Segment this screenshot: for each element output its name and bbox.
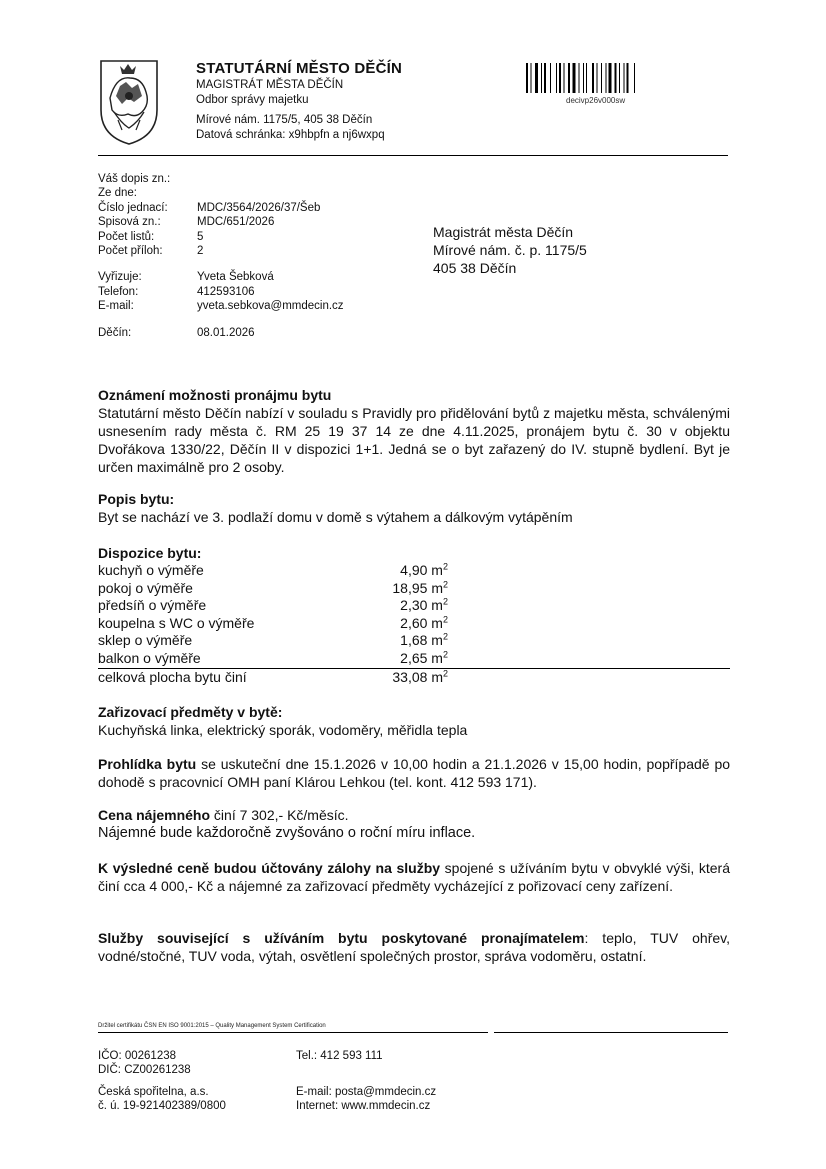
room-name: balkon o výměře bbox=[98, 649, 201, 666]
data-box: Datová schránka: x9hbpfn a nj6wxpq bbox=[196, 129, 385, 141]
room-row bbox=[98, 580, 730, 598]
room-name: koupelna s WC o výměře bbox=[98, 614, 255, 631]
contact-label: E-mail: bbox=[98, 300, 134, 313]
barcode-bar bbox=[531, 63, 532, 93]
meta-value: 5 bbox=[197, 230, 204, 243]
total-row bbox=[98, 669, 730, 687]
contact-label: Telefon: bbox=[98, 285, 139, 298]
room-name: předsíň o výměře bbox=[98, 597, 207, 613]
meta-label: Ze dne: bbox=[98, 187, 137, 200]
room-row bbox=[98, 650, 730, 668]
total-area: 33,08 $m^2$ bbox=[392, 668, 448, 685]
viewing-text: se uskuteční dne 15.1.2026 v 10,00 hodin a 21.1.2026 v 15,00 hodin, popřípadě po dohodě s pracovnicí OMH paní Klárou Lehkou (tel. kont. 412 593 171). bbox=[98, 756, 731, 790]
contact-row bbox=[98, 270, 344, 284]
meta-row bbox=[98, 201, 344, 215]
barcode-text: decivp26v000sw bbox=[566, 96, 626, 105]
barcode-bar bbox=[544, 63, 546, 93]
deposits-paragraph bbox=[98, 859, 730, 895]
footer-contact bbox=[296, 1085, 436, 1113]
barcode-bar bbox=[579, 63, 580, 93]
services-paragraph bbox=[98, 929, 730, 965]
barcode-bar bbox=[601, 63, 602, 93]
room-row bbox=[98, 562, 730, 580]
equipment-text: Kuchyňská linka, elektrický sporák, vodoměry, měřidla tepla bbox=[98, 722, 468, 738]
viewing-paragraph bbox=[98, 755, 730, 791]
barcode bbox=[526, 63, 668, 93]
notice-text: Statutární město Děčín nabízí v souladu s Pravidly pro přidělování bytů z majetku města, schválenými usnesením rady města č. RM 25 19 37 14 ze dne 4.11.2025, pronájem bytu č. 30 v objektu Dvořákova 1330/22, Děčín II v dispozici 1+1. Jedná se o byt zařazený do IV. stupně bydlení. Byt je určen maximálně pro 2 osoby. bbox=[98, 405, 730, 475]
footer-ids bbox=[98, 1049, 191, 1077]
services-text: : teplo, TUV ohřev, vodné/stočné, TUV voda, výtah, osvětlení společných prostor, správa vodoměru, ostatní. bbox=[98, 930, 730, 964]
recipient-line: Mírové nám. č. p. 1175/5 bbox=[433, 242, 587, 258]
room-name: pokoj o výměře bbox=[98, 579, 193, 596]
recipient-address bbox=[433, 223, 587, 277]
meta-row bbox=[98, 230, 344, 244]
meta-label: Spisová zn.: bbox=[98, 216, 161, 229]
header-divider bbox=[98, 155, 728, 156]
barcode-bar bbox=[619, 63, 620, 93]
meta-value: 2 bbox=[197, 245, 204, 258]
meta-row bbox=[98, 186, 344, 200]
footer-web: Internet: www.mmdecin.cz bbox=[296, 1100, 431, 1112]
meta-label: Počet příloh: bbox=[98, 245, 163, 258]
room-area: 18,95 $m^2$ bbox=[392, 578, 448, 596]
barcode-bar bbox=[556, 63, 557, 93]
barcode-bar bbox=[541, 63, 542, 93]
certificate-note: Držitel certifikátu ČSN EN ISO 9001:2015 – Quality Management System Certification bbox=[98, 1023, 326, 1029]
meta-value: MDC/3564/2026/37/Šeb bbox=[197, 201, 321, 214]
apartment-layout bbox=[98, 545, 730, 687]
viewing-bold: Prohlídka bytu bbox=[98, 756, 197, 772]
deposits-bold: K výsledné ceně budou účtovány zálohy na služby bbox=[98, 860, 441, 876]
meta-row bbox=[98, 215, 344, 229]
notice-heading: Oznámení možnosti pronájmu bytu bbox=[98, 387, 332, 403]
bank-name: Česká spořitelna, a.s. bbox=[98, 1086, 209, 1098]
barcode-bar bbox=[606, 63, 607, 93]
room-area: 2,30 $m^2$ bbox=[400, 596, 448, 613]
total-label: celková plocha bytu činí bbox=[98, 669, 247, 685]
rent-paragraph bbox=[98, 806, 730, 824]
barcode-bar bbox=[573, 63, 576, 93]
meta-value: MDC/651/2026 bbox=[197, 216, 275, 229]
barcode-bar bbox=[597, 63, 598, 93]
room-row bbox=[98, 632, 730, 650]
contact-value: Yveta Šebková bbox=[197, 271, 274, 284]
room-name: sklep o výměře bbox=[98, 632, 193, 648]
date-value: 08.01.2026 bbox=[197, 326, 255, 339]
recipient-line: Magistrát města Děčín bbox=[433, 224, 574, 240]
bank-account: č. ú. 19-921402389/0800 bbox=[98, 1100, 226, 1112]
ico: IČO: 00261238 bbox=[98, 1050, 177, 1062]
meta-label: Váš dopis zn.: bbox=[98, 173, 171, 185]
contact-value: 412593106 bbox=[197, 285, 255, 298]
room-area: 4,90 $m^2$ bbox=[400, 561, 448, 578]
description-heading: Popis bytu: bbox=[98, 491, 175, 507]
equipment-heading: Zařizovací předměty v bytě: bbox=[98, 704, 283, 720]
barcode-bar bbox=[592, 63, 594, 93]
footer-divider-left bbox=[98, 1032, 488, 1033]
barcode-bar bbox=[586, 63, 587, 93]
contact-row bbox=[98, 299, 344, 313]
rent-inflation: Nájemné bude každoročně zvyšováno o roční míru inflace. bbox=[98, 825, 476, 841]
magistrate-name: MAGISTRÁT MĚSTA DĚČÍN bbox=[196, 79, 344, 91]
footer-bank bbox=[98, 1085, 226, 1113]
footer-email: E-mail: posta@mmdecin.cz bbox=[296, 1086, 437, 1098]
contact-row bbox=[98, 285, 344, 299]
room-name: kuchyň o výměře bbox=[98, 562, 204, 578]
dic: DIČ: CZ00261238 bbox=[98, 1064, 191, 1076]
barcode-bar bbox=[609, 63, 612, 93]
description-text: Byt se nachází ve 3. podlaží domu v domě s výtahem a dálkovým vytápěním bbox=[98, 509, 573, 525]
room-row bbox=[98, 615, 730, 633]
barcode-bar bbox=[526, 63, 528, 93]
services-bold: Služby související s užíváním bytu poskytované pronajímatelem bbox=[98, 930, 585, 946]
footer-divider-right bbox=[494, 1032, 728, 1033]
rent-text: činí 7 302,- Kč/měsíc. bbox=[210, 807, 349, 823]
barcode-bar bbox=[627, 63, 629, 93]
city-title: STATUTÁRNÍ MĚSTO DĚČÍN bbox=[196, 60, 403, 77]
date-label: Děčín: bbox=[98, 326, 132, 339]
contact-label: Vyřizuje: bbox=[98, 271, 142, 284]
contact-email: yveta.sebkova@mmdecin.cz bbox=[197, 300, 344, 313]
room-row bbox=[98, 597, 730, 615]
barcode-bar bbox=[615, 63, 617, 93]
meta-label: Počet listů: bbox=[98, 230, 155, 243]
footer-phone: Tel.: 412 593 111 bbox=[296, 1050, 383, 1062]
barcode-bar bbox=[550, 63, 551, 93]
meta-row bbox=[98, 172, 344, 186]
meta-label: Číslo jednací: bbox=[98, 201, 168, 214]
barcode-bar bbox=[564, 63, 565, 93]
date-row bbox=[98, 326, 344, 340]
city-crest-logo bbox=[98, 58, 160, 146]
barcode-bar bbox=[535, 63, 538, 93]
room-area: 1,68 $m^2$ bbox=[400, 631, 448, 648]
department-name: Odbor správy majetku bbox=[196, 94, 309, 106]
room-area: 2,65 $m^2$ bbox=[400, 648, 448, 666]
layout-heading: Dispozice bytu: bbox=[98, 545, 202, 561]
deposits-text: spojené s užíváním bytu v obvyklé výši, která činí cca 4 000,- Kč a nájemné za zařizovací předměty vycházející z pořizovací ceny zařízení. bbox=[98, 860, 730, 894]
reference-block bbox=[98, 172, 344, 340]
barcode-bar bbox=[568, 63, 570, 93]
meta-row bbox=[98, 244, 344, 258]
room-area: 2,60 $m^2$ bbox=[400, 613, 448, 631]
barcode-bar bbox=[634, 63, 635, 93]
barcode-bar bbox=[583, 63, 584, 93]
office-address: Mírové nám. 1175/5, 405 38 Děčín bbox=[196, 114, 373, 126]
recipient-line: 405 38 Děčín bbox=[433, 260, 517, 276]
rent-bold: Cena nájemného bbox=[98, 807, 211, 823]
barcode-bar bbox=[559, 63, 561, 93]
barcode-bar bbox=[624, 63, 625, 93]
